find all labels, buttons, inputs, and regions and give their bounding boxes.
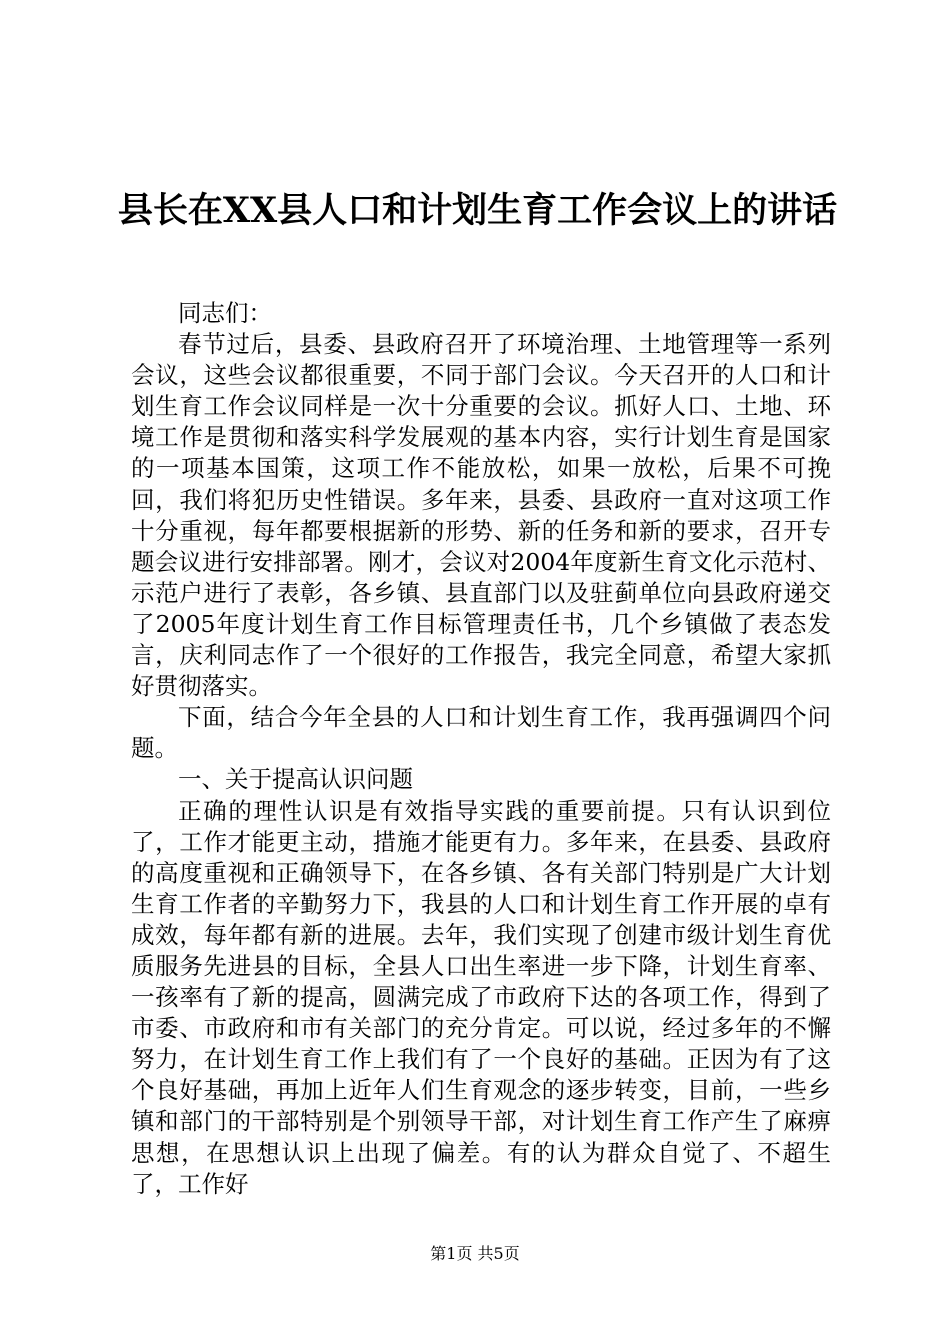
section-heading: 一、关于提高认识问题 xyxy=(178,765,413,794)
paragraph: 正确的理性认识是有效指导实践的重要前提。只有认识到位了，工作才能更主动，措施才能更有力。多年来，在县委、县政府的高度重视和正确领导下，在各乡镇、各有关部门特别是广大计划生育工作者的辛勤努力下，我县的人口和计划生育工作开展的卓有成效，每年都有新的进展。去年，我们实现了创建市级计划生育优质服务先进县的目标，全县人口出生率进一步下降，计划生育率、一孩率有了新的提高，圆满完成了市政府下达的各项工作，得到了市委、市政府和市有关部门的充分肯定。可以说，经过多年的不懈努力，在计划生育工作上我们有了一个良好的基础。正因为有了这个良好基础，再加上近年人们生育观念的逐步转变，目前，一些乡镇和部门的干部特别是个别领导干部，对计划生育工作产生了麻痹思想，在思想认识上出现了偏差。有的认为群众自觉了、不超生了，工作好 xyxy=(131,796,831,1198)
paragraph: 春节过后，县委、县政府召开了环境治理、土地管理等一系列会议，这些会议都很重要，不同于部门会议。今天召开的人口和计划生育工作会议同样是一次十分重要的会议。抓好人口、土地、环境工作是贯彻和落实科学发展观的基本内容，实行计划生育是国家的一项基本国策，这项工作不能放松，如果一放松，后果不可挽回，我们将犯历史性错误。多年来，县委、县政府一直对这项工作十分重视，每年都要根据新的形势、新的任务和新的要求，召开专题会议进行安排部署。刚才，会议对2004年度新生育文化示范村、示范户进行了表彰，各乡镇、县直部门以及驻蓟单位向县政府递交了2005年度计划生育工作目标管理责任书，几个乡镇做了表态发言，庆利同志作了一个很好的工作报告，我完全同意，希望大家抓好贯彻落实。 xyxy=(131,330,831,701)
document-title: 县长在XX县人口和计划生育工作会议上的讲话 xyxy=(117,190,838,231)
salutation: 同志们： xyxy=(178,299,272,327)
page-number-footer: 第1页 共5页 xyxy=(430,1244,520,1263)
paragraph: 下面，结合今年全县的人口和计划生育工作，我再强调四个问题。 xyxy=(131,703,831,763)
document-body xyxy=(131,298,831,1200)
